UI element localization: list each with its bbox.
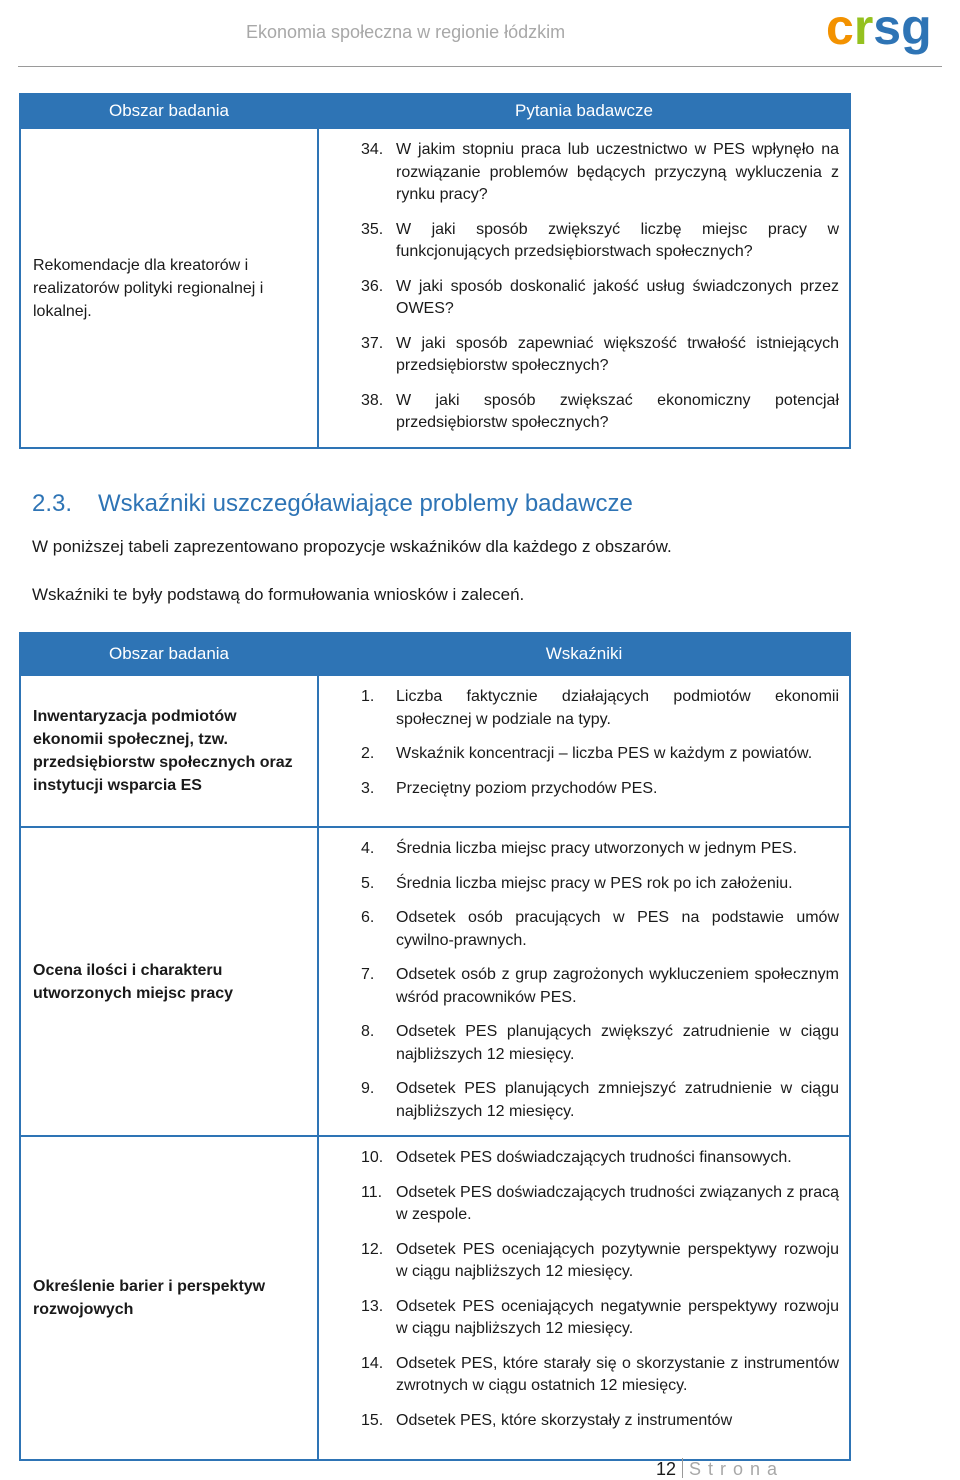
indicators-list bbox=[319, 1147, 839, 1432]
section-number: 2.3. bbox=[32, 490, 73, 517]
item-text: W jaki sposób zapewniać większość trwałość istniejących przedsiębiorstw społecznych? bbox=[396, 334, 839, 374]
item-number: 7. bbox=[361, 966, 375, 983]
list-item bbox=[319, 219, 839, 264]
item-number: 2. bbox=[361, 745, 375, 762]
item-number: 36. bbox=[361, 277, 384, 295]
item-number: 8. bbox=[361, 1023, 375, 1040]
item-text: Odsetek PES oceniających pozytywnie perspektywy rozwoju w ciągu najbliższych 12 miesięcy. bbox=[396, 1240, 839, 1280]
item-text: Odsetek PES planujących zwiększyć zatrudnienie w ciągu najbliższych 12 miesięcy. bbox=[396, 1023, 839, 1063]
item-text: Odsetek PES doświadczających trudności finansowych. bbox=[396, 1149, 792, 1166]
indicators-cell bbox=[318, 1136, 850, 1460]
list-item bbox=[319, 778, 839, 801]
list-item bbox=[319, 873, 839, 896]
table-row bbox=[20, 128, 850, 448]
section-heading bbox=[32, 490, 633, 518]
indicators-table bbox=[19, 632, 851, 1461]
item-text: Odsetek osób z grup zagrożonych wykluczeniem społecznym wśród pracowników PES. bbox=[396, 966, 839, 1006]
item-text: Średnia liczba miejsc pracy w PES rok po ich założeniu. bbox=[396, 874, 793, 892]
table-row bbox=[20, 675, 850, 827]
page-label: Strona bbox=[689, 1459, 785, 1479]
table-row bbox=[20, 1136, 850, 1460]
list-item bbox=[319, 964, 839, 1009]
list-item bbox=[319, 743, 839, 766]
running-header-title: Ekonomia społeczna w regionie łódzkim bbox=[246, 22, 566, 42]
page-number: 12 bbox=[656, 1459, 677, 1479]
table-header-row bbox=[20, 633, 850, 675]
col-header-questions: Pytania badawcze bbox=[318, 94, 850, 128]
item-text: Odsetek PES doświadczających trudności związanych z pracą w zespole. bbox=[396, 1183, 839, 1223]
item-number: 14. bbox=[361, 1354, 384, 1372]
list-item bbox=[319, 1147, 839, 1170]
page-footer bbox=[656, 1458, 784, 1480]
item-number: 11. bbox=[361, 1183, 383, 1201]
item-text: Wskaźnik koncentracji – liczba PES w każdym z powiatów. bbox=[396, 745, 813, 762]
item-number: 9. bbox=[361, 1080, 375, 1097]
svg-text:crsg: crsg bbox=[826, 2, 932, 55]
area-cell: Rekomendacje dla kreatorów i realizatorów polityki regionalnej i lokalnej. bbox=[20, 128, 318, 448]
col-header-area: Obszar badania bbox=[20, 94, 318, 128]
list-item bbox=[319, 276, 839, 321]
list-item bbox=[319, 390, 839, 435]
list-item bbox=[319, 1296, 839, 1341]
item-number: 37. bbox=[361, 334, 384, 352]
indicators-list bbox=[319, 686, 839, 800]
item-number: 4. bbox=[361, 840, 375, 857]
table-row bbox=[20, 827, 850, 1136]
item-text: Odsetek PES, które starały się o skorzystanie z instrumentów zwrotnych w ciągu ostatnich 12 miesięcy. bbox=[396, 1354, 839, 1394]
footer-separator bbox=[682, 1458, 683, 1478]
item-text: Odsetek PES, które skorzystały z instrumentów bbox=[396, 1411, 733, 1429]
crsg-logo bbox=[826, 2, 956, 62]
list-item bbox=[319, 1410, 839, 1433]
item-text: Odsetek PES oceniających negatywnie perspektywy rozwoju w ciągu najbliższych 12 miesięcy. bbox=[396, 1297, 839, 1337]
list-item bbox=[319, 686, 839, 731]
item-number: 3. bbox=[361, 779, 375, 797]
item-text: W jaki sposób doskonalić jakość usług świadczonych przez OWES? bbox=[396, 277, 839, 317]
item-number: 6. bbox=[361, 909, 375, 926]
list-item bbox=[319, 1021, 839, 1066]
header-divider bbox=[18, 66, 942, 67]
item-text: Odsetek osób pracujących w PES na podstawie umów cywilno-prawnych. bbox=[396, 909, 839, 949]
intro-paragraph-2: Wskaźniki te były podstawą do formułowania wniosków i zaleceń. bbox=[32, 585, 525, 604]
questions-list bbox=[319, 139, 839, 435]
indicators-list bbox=[319, 838, 839, 1123]
item-number: 13. bbox=[361, 1297, 384, 1315]
list-item bbox=[319, 1239, 839, 1284]
list-item bbox=[319, 139, 839, 207]
item-number: 5. bbox=[361, 874, 375, 892]
item-text: Przeciętny poziom przychodów PES. bbox=[396, 779, 658, 797]
item-text: W jakim stopniu praca lub uczestnictwo w PES wpłynęło na rozwiązanie problemów będących przyczyną wykluczenia z rynku pracy? bbox=[396, 141, 839, 203]
area-cell: Inwentaryzacja podmiotów ekonomii społecznej, tzw. przedsiębiorstw społecznych oraz instytucji wsparcia ES bbox=[20, 675, 318, 827]
item-number: 1. bbox=[361, 688, 375, 705]
item-number: 38. bbox=[361, 391, 384, 409]
list-item bbox=[319, 1078, 839, 1123]
questions-cell bbox=[318, 128, 850, 448]
item-number: 34. bbox=[361, 141, 384, 158]
indicators-cell bbox=[318, 827, 850, 1136]
list-item bbox=[319, 333, 839, 378]
item-number: 35. bbox=[361, 220, 384, 238]
list-item bbox=[319, 907, 839, 952]
item-number: 10. bbox=[361, 1149, 384, 1166]
table-header-row bbox=[20, 94, 850, 128]
item-text: W jaki sposób zwiększyć liczbę miejsc pracy w funkcjonujących przedsiębiorstwach społecznych? bbox=[396, 220, 839, 260]
item-text: W jaki sposób zwiększać ekonomiczny potencjał przedsiębiorstw społecznych? bbox=[396, 391, 839, 431]
area-cell: Ocena ilości i charakteru utworzonych miejsc pracy bbox=[20, 827, 318, 1136]
item-number: 12. bbox=[361, 1240, 384, 1258]
list-item bbox=[319, 1182, 839, 1227]
item-text: Odsetek PES planujących zmniejszyć zatrudnienie w ciągu najbliższych 12 miesięcy. bbox=[396, 1080, 839, 1120]
col-header-indicators: Wskaźniki bbox=[318, 633, 850, 675]
area-cell: Określenie barier i perspektyw rozwojowych bbox=[20, 1136, 318, 1460]
item-text: Średnia liczba miejsc pracy utworzonych w jednym PES. bbox=[396, 840, 798, 857]
item-text: Liczba faktycznie działających podmiotów ekonomii społecznej w podziale na typy. bbox=[396, 688, 839, 728]
item-number: 15. bbox=[361, 1411, 384, 1429]
research-questions-table bbox=[19, 93, 851, 449]
col-header-area: Obszar badania bbox=[20, 633, 318, 675]
list-item bbox=[319, 838, 839, 861]
section-title: Wskaźniki uszczegóławiające problemy badawcze bbox=[98, 490, 633, 517]
intro-paragraph: W poniższej tabeli zaprezentowano propozycje wskaźników dla każdego z obszarów. bbox=[32, 537, 672, 556]
list-item bbox=[319, 1353, 839, 1398]
indicators-cell bbox=[318, 675, 850, 827]
